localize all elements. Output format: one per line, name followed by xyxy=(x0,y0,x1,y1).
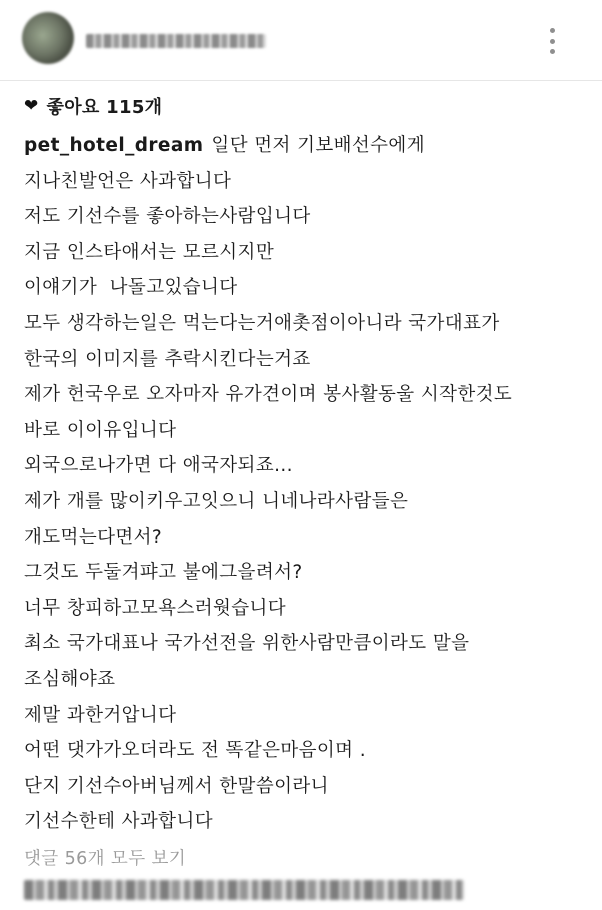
caption-line: 최소 국가대표나 국가선전을 위한사람만큼이라도 말을 xyxy=(24,633,470,655)
caption-line: 저도 기선수를 좋아하는사람입니다 xyxy=(24,206,311,228)
likes-row[interactable] xyxy=(24,91,162,121)
caption-line: 기선수한테 사과합니다 xyxy=(24,811,213,833)
caption-line: 지나친발언은 사과합니다 xyxy=(24,170,232,192)
dot xyxy=(550,28,555,33)
caption-line: 이얘기가 나돌고있습니다 xyxy=(24,277,238,299)
caption-text: 일단 먼저 기보배선수에게 xyxy=(211,135,425,156)
caption-line: 제가 개를 많이키우고잇으니 니네나라사람들은 xyxy=(24,490,409,512)
caption-line: 개도먹는다면서? xyxy=(24,526,163,548)
caption-line: 한국의 이미지를 추락시킨다는거죠 xyxy=(24,348,311,370)
caption-line: 지금 인스타애서는 모르시지만 xyxy=(24,241,275,263)
caption-line: 그것도 두둘겨퍄고 불에그을려서? xyxy=(24,562,303,584)
more-options-icon[interactable] xyxy=(546,28,558,54)
username-link[interactable] xyxy=(86,34,266,48)
caption-line: 외국으로나가면 다 애국자되죠... xyxy=(24,455,293,477)
caption-line: 제말 과한거압니다 xyxy=(24,704,177,726)
caption-line xyxy=(24,128,594,164)
dot xyxy=(550,49,555,54)
caption-line: 모두 생각하는일은 먹는다는거애촛점이아니라 국가대표가 xyxy=(24,312,500,334)
caption-line: 조심해야죠 xyxy=(24,668,116,690)
caption-line: 너무 창피하고모욕스러웟습니다 xyxy=(24,597,287,619)
caption-line: 제가 헌국우로 오자마자 유가견이며 봉사활동울 시작한것도 xyxy=(24,384,513,406)
post-header xyxy=(0,0,602,81)
blurred-comment xyxy=(24,880,464,900)
caption-line: 어떤 댓가가오더라도 전 똑같은마음이며 . xyxy=(24,740,367,762)
dot xyxy=(550,39,555,44)
caption-author[interactable]: pet_hotel_dream xyxy=(24,135,204,156)
heart-icon: ❤ xyxy=(24,95,39,116)
likes-count: 좋아요 115개 xyxy=(46,97,163,118)
user-avatar[interactable] xyxy=(22,12,74,64)
caption-line: 단지 기선수아버님께서 한말씀이라니 xyxy=(24,775,329,797)
post-caption xyxy=(24,128,594,840)
view-all-comments-link[interactable]: 댓글 56개 모두 보기 xyxy=(24,849,187,869)
caption-line: 바로 이이유입니다 xyxy=(24,419,177,441)
